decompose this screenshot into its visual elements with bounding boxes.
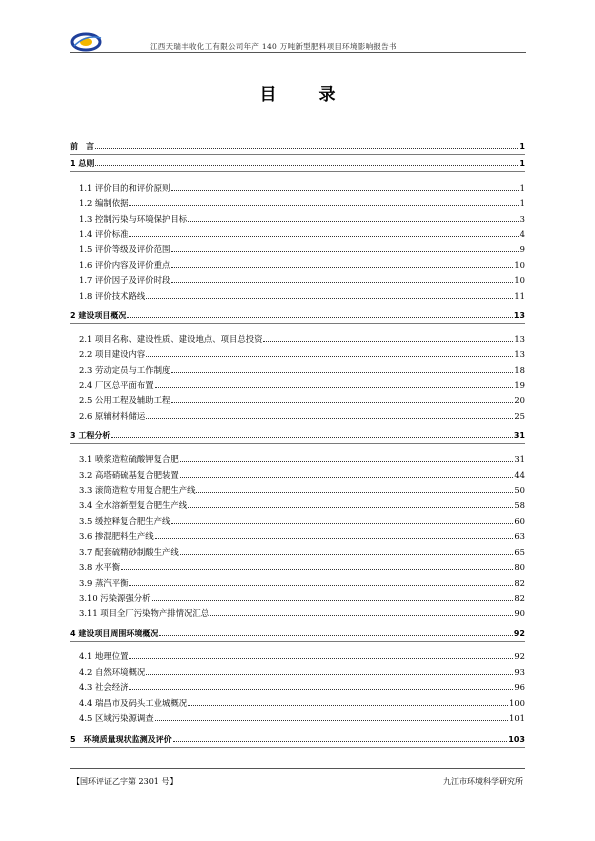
toc-entry-label: 4.4 瑞昌市及码头工业城概况 — [79, 698, 188, 708]
toc-leader-dots — [210, 614, 513, 616]
toc-chapter-entry[interactable] — [70, 731, 525, 745]
toc-entry-page: 4 — [519, 229, 525, 239]
toc-entry-page: 58 — [514, 500, 525, 510]
toc-entry-label: 4.1 地理位置 — [79, 651, 129, 661]
toc-section-entry[interactable] — [70, 211, 525, 225]
toc-entry-label: 1.3 控制污染与环境保护目标 — [79, 214, 188, 224]
toc-section-entry[interactable] — [70, 392, 525, 406]
toc-entry-page: 96 — [514, 682, 525, 692]
toc-entry-label: 3.7 配套硫精砂制酸生产线 — [79, 547, 179, 557]
toc-leader-dots — [155, 386, 514, 388]
toc-section-entry[interactable] — [70, 226, 525, 240]
header-title: 江西天瑞丰收化工有限公司年产 140 万吨新型肥料项目环境影响报告书 — [150, 42, 397, 51]
toc-leader-dots — [171, 281, 513, 283]
toc-leader-dots — [129, 657, 513, 659]
footer-institute: 九江市环境科学研究所 — [443, 777, 523, 786]
toc-leader-dots — [129, 688, 513, 690]
toc-section-entry[interactable] — [70, 559, 525, 573]
toc-leader-dots — [95, 147, 518, 149]
toc-entry-label: 2.6 原辅材料储运 — [79, 411, 146, 421]
toc-entry-label: 4 建设项目周围环境概况 — [70, 629, 159, 638]
footer-divider — [70, 768, 525, 769]
toc-section-entry[interactable] — [70, 544, 525, 558]
toc-section-entry[interactable] — [70, 605, 525, 619]
toc-section-entry[interactable] — [70, 288, 525, 302]
toc-section-entry[interactable] — [70, 451, 525, 465]
toc-entry-label: 3.3 滚筒造粒专用复合肥生产线 — [79, 485, 196, 495]
toc-leader-dots — [171, 401, 513, 403]
toc-leader-dots — [129, 584, 513, 586]
toc-leader-dots — [171, 371, 513, 373]
toc-section-entry[interactable] — [70, 377, 525, 391]
toc-leader-dots — [155, 537, 514, 539]
toc-section-entry[interactable] — [70, 362, 525, 376]
toc-section-entry[interactable] — [70, 195, 525, 209]
toc-entry-label: 1.4 评价标准 — [79, 229, 129, 239]
toc-entry-page: 18 — [514, 365, 525, 375]
toc-entry-page: 3 — [519, 214, 525, 224]
toc-entry-page: 11 — [514, 291, 525, 301]
toc-leader-dots — [146, 673, 513, 675]
toc-section-entry[interactable] — [70, 528, 525, 542]
toc-entry-page: 65 — [514, 547, 525, 557]
toc-entry-label: 3.8 水平衡 — [79, 562, 121, 572]
toc-leader-dots — [171, 522, 513, 524]
toc-entry-page: 60 — [514, 516, 525, 526]
page-header — [70, 30, 526, 53]
page-title: 目 录 — [259, 85, 354, 105]
toc-entry-label: 2.4 厂区总平面布置 — [79, 380, 154, 390]
toc-entry-page: 44 — [514, 470, 525, 480]
toc-leader-dots — [188, 704, 508, 706]
toc-entry-label: 1.1 评价目的和评价原则 — [79, 183, 171, 193]
toc-section-entry[interactable] — [70, 497, 525, 511]
toc-leader-dots — [188, 220, 519, 222]
toc-section-entry[interactable] — [70, 346, 525, 360]
toc-leader-dots — [95, 164, 518, 166]
toc-entry-page: 1 — [519, 198, 525, 208]
toc-entry-page: 1 — [519, 142, 525, 151]
institute-logo-icon — [70, 30, 104, 52]
toc-entry-page: 63 — [514, 531, 525, 541]
toc-entry-page: 103 — [508, 735, 525, 744]
toc-leader-dots — [129, 204, 518, 206]
toc-entry-label: 前 言 — [70, 142, 94, 151]
toc-leader-dots — [196, 491, 513, 493]
toc-entry-page: 31 — [513, 431, 525, 440]
toc-leader-dots — [152, 599, 514, 601]
toc-leader-dots — [146, 355, 513, 357]
toc-section-entry[interactable] — [70, 710, 525, 724]
toc-leader-dots — [155, 719, 508, 721]
toc-section-entry[interactable] — [70, 272, 525, 286]
toc-section-entry[interactable] — [70, 331, 525, 345]
toc-leader-dots — [180, 460, 514, 462]
toc-entry-page: 82 — [514, 593, 525, 603]
toc-entry-page: 50 — [514, 485, 525, 495]
toc-entry-page: 13 — [513, 311, 525, 320]
toc-entry-page: 19 — [514, 380, 525, 390]
toc-leader-dots — [146, 417, 513, 419]
toc-entry-label: 3.9 蒸汽平衡 — [79, 578, 129, 588]
toc-entry-label: 3.2 高塔硝硫基复合肥装置 — [79, 470, 179, 480]
footer-certificate: 【国环评证乙字第 2301 号】 — [72, 777, 178, 786]
toc-entry-label: 1.2 编制依据 — [79, 198, 129, 208]
toc-leader-dots — [180, 476, 514, 478]
toc-entry-page: 100 — [509, 698, 525, 708]
toc-section-entry[interactable] — [70, 648, 525, 662]
toc-chapter-entry[interactable] — [70, 155, 525, 169]
toc-chapter-entry[interactable] — [70, 625, 525, 639]
toc-entry-page: 10 — [514, 260, 525, 270]
toc-section-entry[interactable] — [70, 590, 525, 604]
toc-entry-label: 2 建设项目概况 — [70, 311, 127, 320]
toc-leader-dots — [129, 235, 518, 237]
toc-entry-label: 3.6 掺混肥料生产线 — [79, 531, 154, 541]
toc-entry-label: 3.11 项目全厂污染物产排情况汇总 — [79, 608, 210, 618]
toc-entry-label: 2.5 公用工程及辅助工程 — [79, 395, 171, 405]
toc-section-entry[interactable] — [70, 467, 525, 481]
toc-entry-label: 2.3 劳动定员与工作制度 — [79, 365, 171, 375]
toc-section-entry[interactable] — [70, 482, 525, 496]
toc-leader-dots — [263, 340, 513, 342]
toc-entry-page: 93 — [514, 667, 525, 677]
toc-section-entry[interactable] — [70, 180, 525, 194]
toc-leader-dots — [146, 297, 513, 299]
toc-leader-dots — [173, 740, 508, 742]
toc-section-entry[interactable] — [70, 257, 525, 271]
toc-leader-dots — [111, 436, 513, 438]
toc-entry-page: 101 — [509, 713, 525, 723]
toc-entry-label: 3.5 缓控释复合肥生产线 — [79, 516, 171, 526]
toc-chapter-entry[interactable] — [70, 307, 525, 321]
toc-entry-page: 1 — [519, 183, 525, 193]
toc-entry-label: 2.1 项目名称、建设性质、建设地点、项目总投资 — [79, 334, 263, 344]
toc-entry-page: 31 — [514, 454, 525, 464]
toc-entry-label: 4.5 区域污染源调查 — [79, 713, 154, 723]
toc-entry-label: 1.5 评价等级及评价范围 — [79, 244, 171, 254]
toc-entry-page: 80 — [514, 562, 525, 572]
toc-section-entry[interactable] — [70, 695, 525, 709]
toc-leader-dots — [159, 634, 513, 636]
toc-entry-page: 92 — [513, 629, 525, 638]
toc-entry-page: 1 — [519, 159, 525, 168]
toc-entry-label: 1.7 评价因子及评价时段 — [79, 275, 171, 285]
toc-chapter-entry[interactable] — [70, 427, 525, 441]
toc-section-entry[interactable] — [70, 664, 525, 678]
toc-entry-page: 25 — [514, 411, 525, 421]
toc-leader-dots — [171, 250, 518, 252]
toc-section-entry[interactable] — [70, 408, 525, 422]
toc-entry-page: 9 — [519, 244, 525, 254]
toc-section-entry[interactable] — [70, 241, 525, 255]
toc-entry-page: 10 — [514, 275, 525, 285]
toc-leader-dots — [127, 316, 513, 318]
toc-entry-label: 3.10 污染源强分析 — [79, 593, 151, 603]
toc-entry-label: 3 工程分析 — [70, 431, 111, 440]
toc-entry-label: 5 环境质量现状监测及评价 — [70, 735, 172, 744]
toc-leader-dots — [180, 553, 514, 555]
toc-leader-dots — [171, 189, 518, 191]
toc-entry-page: 90 — [514, 608, 525, 618]
toc-entry-page: 92 — [514, 651, 525, 661]
toc-entry-page: 82 — [514, 578, 525, 588]
toc-leader-dots — [121, 568, 513, 570]
toc-entry-label: 3.4 全水溶新型复合肥生产线 — [79, 500, 188, 510]
toc-entry-page: 13 — [514, 334, 525, 344]
toc-leader-dots — [188, 506, 513, 508]
toc-entry-label: 3.1 喷浆造粒硫酸钾复合肥 — [79, 454, 179, 464]
toc-entry-label: 1.8 评价技术路线 — [79, 291, 146, 301]
toc-entry-label: 2.2 项目建设内容 — [79, 349, 146, 359]
toc-entry-label: 1.6 评价内容及评价重点 — [79, 260, 171, 270]
toc-entry-label: 1 总则 — [70, 159, 95, 168]
toc-section-entry[interactable] — [70, 513, 525, 527]
toc-section-entry[interactable] — [70, 679, 525, 693]
toc-entry-page: 20 — [514, 395, 525, 405]
toc-entry-page: 13 — [514, 349, 525, 359]
toc-entry-label: 4.3 社会经济 — [79, 682, 129, 692]
toc-entry-label: 4.2 自然环境概况 — [79, 667, 146, 677]
toc-chapter-entry[interactable] — [70, 138, 525, 152]
toc-leader-dots — [171, 266, 513, 268]
toc-section-entry[interactable] — [70, 575, 525, 589]
